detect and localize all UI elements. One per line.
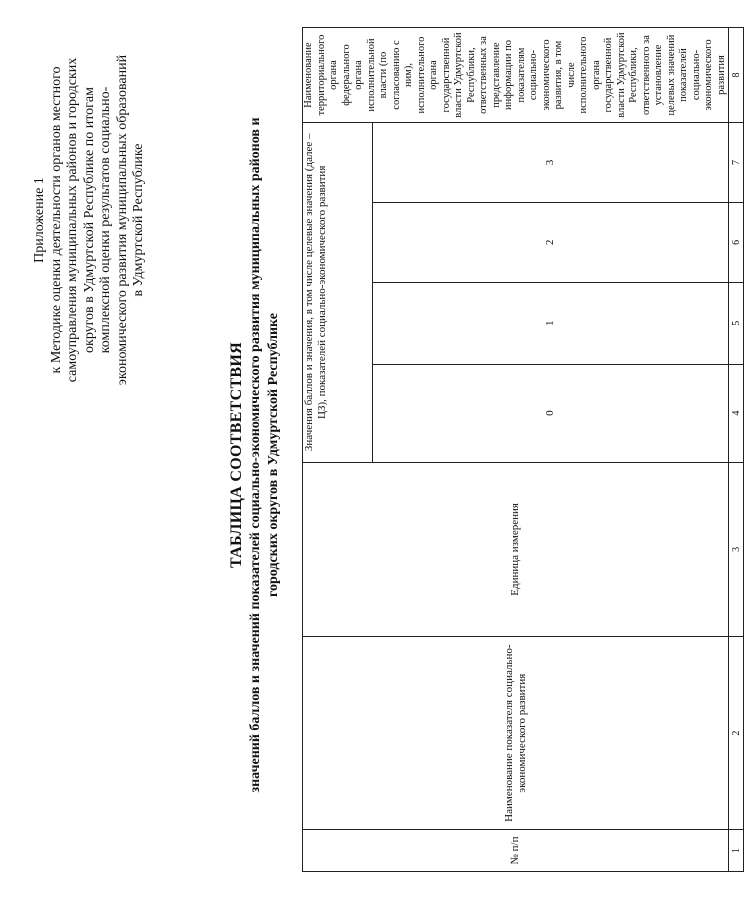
header-unit: Единица измерения	[303, 462, 729, 637]
score-label: 0	[372, 364, 728, 462]
score-label: 3	[372, 123, 728, 203]
appendix-line: к Методике оценки деятельности органов местного	[48, 66, 64, 374]
column-number: 7	[729, 123, 744, 203]
column-number: 3	[729, 462, 744, 637]
column-number: 6	[729, 202, 744, 282]
header-indicator-name: Наименование показателя социально-экономического развития	[303, 637, 729, 830]
score-label: 1	[372, 282, 728, 364]
document-heading	[228, 65, 283, 845]
correspondence-table	[302, 27, 744, 872]
appendix-line: самоуправления муниципальных районов и городских	[65, 57, 80, 383]
appendix-line: Приложение 1	[32, 177, 47, 263]
document-subtitle-line: значений баллов и значений показателей социально-экономического развития муниципальных районов и	[248, 117, 263, 793]
appendix-line: в Удмуртской Республике	[131, 143, 146, 297]
column-number: 8	[729, 28, 744, 123]
appendix-block	[32, 5, 148, 435]
appendix-line: комплексной оценки результатов социально-	[98, 86, 113, 354]
column-number: 4	[729, 364, 744, 462]
column-number: 2	[729, 637, 744, 830]
document-title: ТАБЛИЦА СООТВЕТСТВИЯ	[228, 342, 245, 569]
column-number: 5	[729, 282, 744, 364]
document-subtitle-line: городских округов в Удмуртской Республике	[266, 313, 281, 597]
header-responsible-body: Наименование территориального органа федерального органа исполнительной власти (по согласованию с ним), исполнительного органа государственной власти Удмуртской Республики, ответственных за представление информации по показателям социально-экономического развития, в том числе исполнительного органа государственной власти Удмуртской Республики, ответственного за установление целевых значений показателей социально-экономического развития	[303, 28, 729, 123]
score-label: 2	[372, 202, 728, 282]
table-header-row	[303, 28, 373, 872]
header-score-values: Значения баллов и значения, в том числе целевые значения (далее – ЦЗ), показателей социально-экономического развития	[303, 123, 373, 462]
column-number: 1	[729, 830, 744, 872]
appendix-line: округов в Удмуртской Республике по итогам	[81, 87, 97, 353]
header-number: № п/п	[303, 830, 729, 872]
column-number-row	[729, 28, 744, 872]
appendix-line: экономического развития муниципальных образований	[114, 54, 130, 386]
